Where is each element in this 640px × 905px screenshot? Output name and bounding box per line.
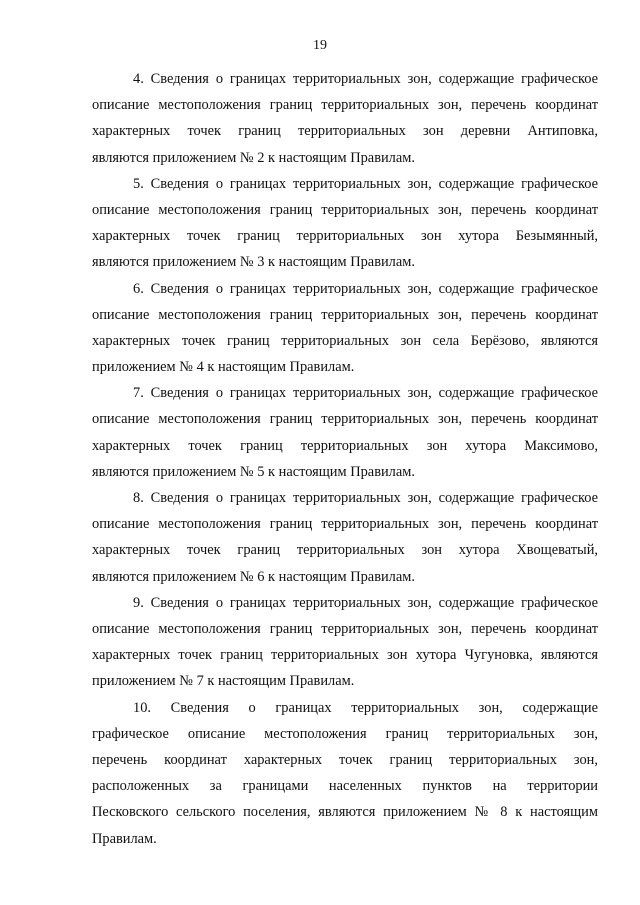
paragraph-line: характерных точек границ территориальных зон хутора Максимово, xyxy=(92,437,598,454)
paragraph-line: 6. Сведения о границах территориальных зон, содержащие графическое xyxy=(133,280,598,297)
document-body xyxy=(92,66,598,852)
paragraph-line: 10. Сведения о границах территориальных зон, содержащие xyxy=(133,699,598,716)
paragraph-line: Песковского сельского поселения, являются приложением № 8 к настоящим xyxy=(92,804,598,821)
paragraph-line: характерных точек границ территориальных зон хутора Хвощеватый, xyxy=(92,542,598,559)
paragraph-line: 5. Сведения о границах территориальных зон, содержащие графическое xyxy=(133,175,598,192)
paragraph-line: приложением № 4 к настоящим Правилам. xyxy=(92,359,355,376)
paragraph-line: характерных точек границ территориальных зон хутора Безымянный, xyxy=(92,228,598,245)
paragraph-item-10 xyxy=(92,695,598,852)
paragraph-item-8 xyxy=(92,485,598,590)
page-number: 19 xyxy=(313,38,327,53)
paragraph-line: описание местоположения границ территориальных зон, перечень координат xyxy=(92,201,598,218)
paragraph-item-5 xyxy=(92,171,598,276)
paragraph-line: расположенных за границами населенных пунктов на территории xyxy=(92,778,598,795)
paragraph-line: Правилам. xyxy=(92,830,157,847)
paragraph-line: характерных точек границ территориальных зон хутора Чугуновка, являются xyxy=(92,647,598,664)
paragraph-line: 8. Сведения о границах территориальных зон, содержащие графическое xyxy=(133,490,598,507)
paragraph-item-4 xyxy=(92,66,598,171)
paragraph-item-6 xyxy=(92,276,598,381)
paragraph-line: являются приложением № 2 к настоящим Правилам. xyxy=(92,149,415,166)
paragraph-line: 7. Сведения о границах территориальных зон, содержащие графическое xyxy=(133,385,598,402)
paragraph-line: описание местоположения границ территориальных зон, перечень координат xyxy=(92,97,598,114)
paragraph-line: перечень координат характерных точек границ территориальных зон, xyxy=(92,751,598,768)
paragraph-line: описание местоположения границ территориальных зон, перечень координат xyxy=(92,411,598,428)
paragraph-line: характерных точек границ территориальных зон деревни Антиповка, xyxy=(92,123,598,140)
paragraph-line: графическое описание местоположения границ территориальных зон, xyxy=(92,725,598,742)
paragraph-line: характерных точек границ территориальных зон села Берёзово, являются xyxy=(92,332,598,349)
paragraph-line: описание местоположения границ территориальных зон, перечень координат xyxy=(92,306,598,323)
paragraph-item-9 xyxy=(92,590,598,695)
paragraph-line: 9. Сведения о границах территориальных зон, содержащие графическое xyxy=(133,594,598,611)
paragraph-line: являются приложением № 3 к настоящим Правилам. xyxy=(92,254,415,271)
paragraph-line: являются приложением № 5 к настоящим Правилам. xyxy=(92,463,415,480)
paragraph-line: 4. Сведения о границах территориальных зон, содержащие графическое xyxy=(133,71,598,87)
paragraph-item-7 xyxy=(92,380,598,485)
paragraph-line: описание местоположения границ территориальных зон, перечень координат xyxy=(92,621,598,638)
paragraph-line: являются приложением № 6 к настоящим Правилам. xyxy=(92,568,415,585)
paragraph-line: описание местоположения границ территориальных зон, перечень координат xyxy=(92,516,598,533)
paragraph-line: приложением № 7 к настоящим Правилам. xyxy=(92,673,355,690)
